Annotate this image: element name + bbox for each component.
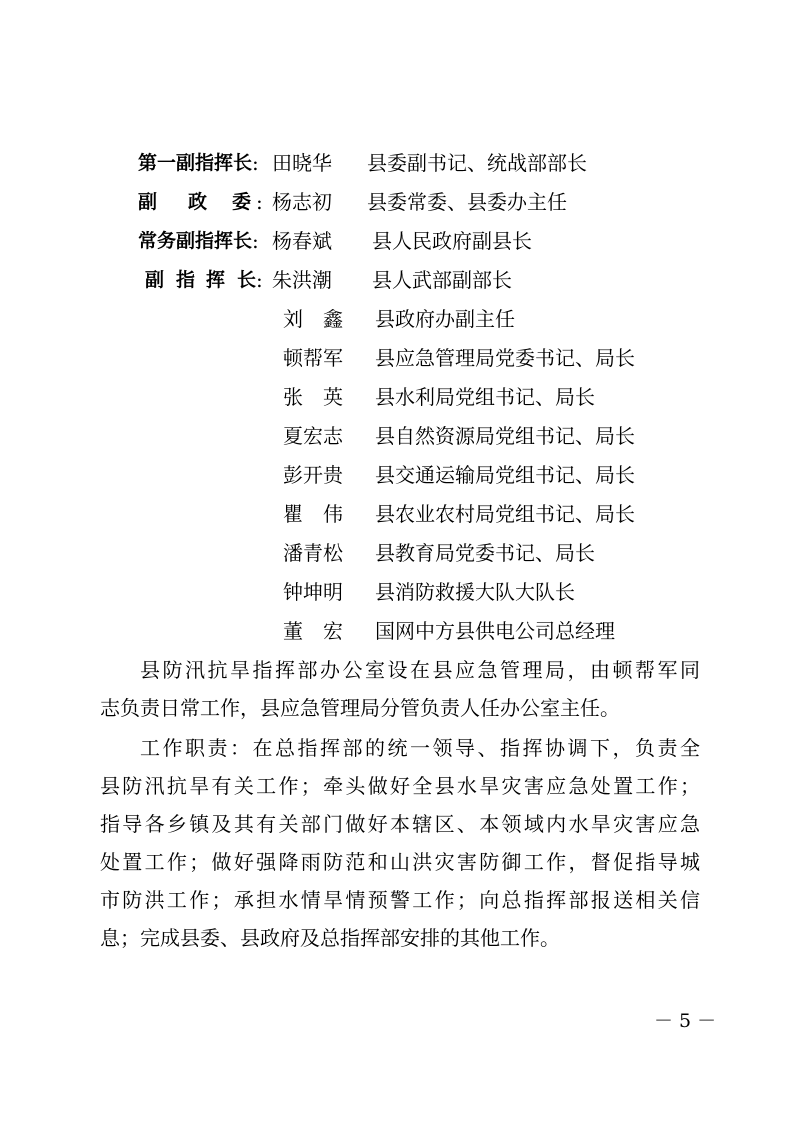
- deputy-position: 县交通运输局党组书记、局长: [375, 463, 635, 487]
- deputy-name: 顿帮军: [283, 346, 343, 370]
- deputy-position: 县自然资源局党组书记、局长: [375, 424, 635, 448]
- deputy-name: 彭开贵: [283, 463, 343, 487]
- deputy-name: 董 宏: [283, 619, 343, 643]
- deputy-position: 县消防救援大队大队长: [375, 580, 575, 604]
- deputy-position: 县水利局党组书记、局长: [375, 385, 595, 409]
- deputy-name: 潘青松: [283, 541, 343, 565]
- leader-title-char: 长: [237, 269, 257, 291]
- deputy-position: 县教育局党委书记、局长: [375, 541, 595, 565]
- leader-title-char: 副: [138, 191, 158, 213]
- title-colon: :: [256, 190, 263, 214]
- title-colon: :: [256, 268, 263, 292]
- deputy-position: 国网中方县供电公司总经理: [375, 619, 615, 643]
- paragraph-line: 处置工作；做好强降雨防范和山洪灾害防御工作，督促指导城: [100, 850, 700, 874]
- title-colon: :: [252, 151, 259, 175]
- paragraph-line: 县防汛抗旱指挥部办公室设在县应急管理局，由顿帮军同: [140, 658, 700, 682]
- leader-title-char: 政: [188, 191, 208, 213]
- leader-title-char: 指: [176, 269, 196, 291]
- paragraph-line: 志负责日常工作，县应急管理局分管负责人任办公室主任。: [100, 696, 620, 720]
- leader-name: 田晓华: [272, 151, 332, 175]
- deputy-name: 张 英: [283, 385, 343, 409]
- deputy-name: 夏宏志: [283, 424, 343, 448]
- title-colon: :: [252, 229, 259, 253]
- office-paragraph: [100, 651, 700, 727]
- deputy-name: 钟坤明: [283, 580, 343, 604]
- page-number: － 5 －: [654, 1010, 717, 1032]
- paragraph-line: 指导各乡镇及其有关部门做好本辖区、本领域内水旱灾害应急: [100, 812, 700, 836]
- leader-name: 杨春斌: [272, 229, 332, 253]
- deputy-name: 瞿 伟: [283, 502, 343, 526]
- deputy-position: 县应急管理局党委书记、局长: [375, 346, 635, 370]
- leader-position: 县人武部副部长: [372, 268, 512, 292]
- leader-position: 县人民政府副县长: [372, 229, 532, 253]
- paragraph-line: 市防洪工作；承担水情旱情预警工作；向总指挥部报送相关信: [100, 888, 700, 912]
- leader-position: 县委常委、县委办主任: [367, 190, 567, 214]
- deputy-name: 刘 鑫: [283, 307, 343, 331]
- paragraph-line: 工作职责：在总指挥部的统一领导、指挥协调下，负责全: [140, 736, 700, 760]
- paragraph-line: 县防汛抗旱有关工作；牵头做好全县水旱灾害应急处置工作；: [100, 774, 700, 798]
- deputy-position: 县农业农村局党组书记、局长: [375, 502, 635, 526]
- leader-title: 常务副指挥长: [138, 230, 253, 252]
- leader-name: 杨志初: [272, 190, 332, 214]
- leader-position: 县委副书记、统战部部长: [367, 151, 587, 175]
- leader-title-char: 副: [145, 269, 165, 291]
- leader-title-char: 委: [232, 191, 252, 213]
- deputy-position: 县政府办副主任: [375, 307, 515, 331]
- paragraph-line: 息；完成县委、县政府及总指挥部安排的其他工作。: [100, 926, 560, 950]
- leader-title-char: 挥: [206, 269, 226, 291]
- leader-name: 朱洪潮: [272, 268, 332, 292]
- duties-paragraph: [100, 729, 700, 957]
- leader-title: 第一副指挥长: [138, 152, 253, 174]
